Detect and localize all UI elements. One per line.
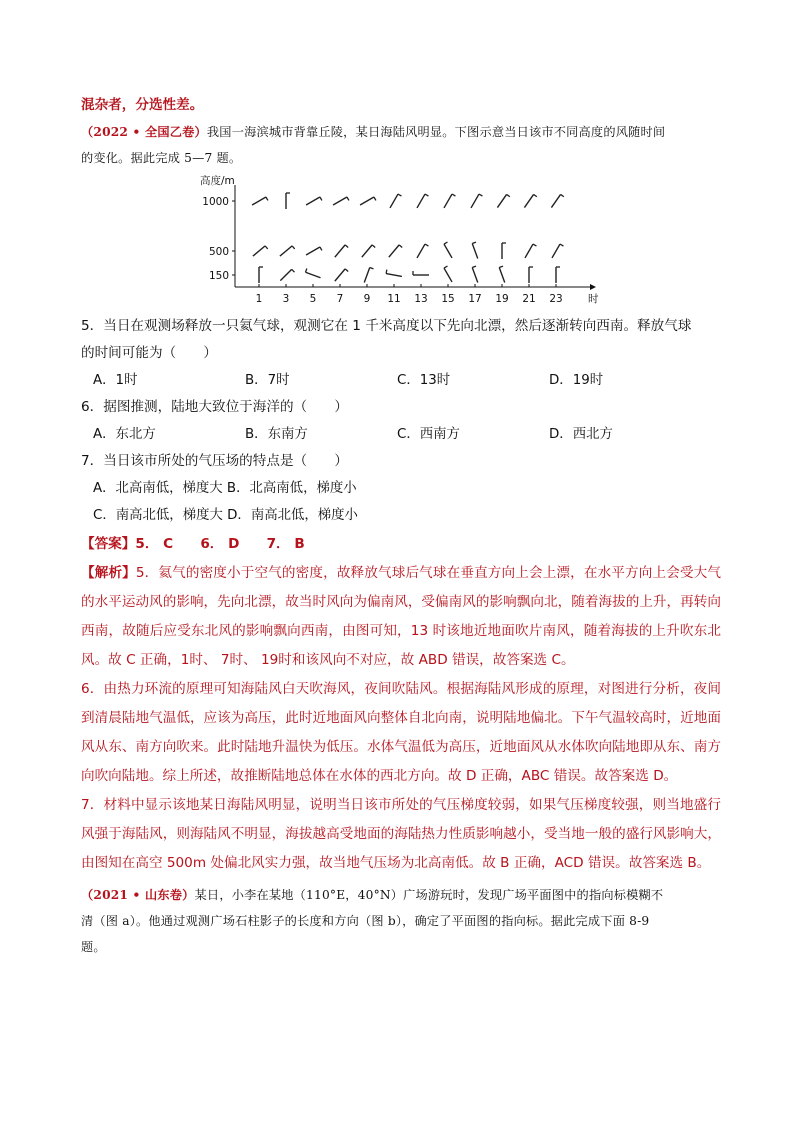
- x-axis-arrow: [590, 284, 596, 290]
- wind-barb: [529, 267, 533, 283]
- y-tick-label: 1000: [202, 196, 229, 208]
- q5-option-b[interactable]: B．7时: [245, 373, 290, 388]
- q7-stem: 7．当日该市所处的气压场的特点是（ ）: [81, 453, 348, 469]
- q5-option-d[interactable]: D．19时: [549, 373, 604, 388]
- x-tick-label: 3: [282, 293, 290, 305]
- wind-barb: [472, 266, 477, 282]
- wind-barb: [390, 194, 401, 208]
- q5-7-source: （2022 • 全国乙卷）: [81, 125, 207, 139]
- x-tick-label: 1: [255, 293, 263, 305]
- q8-9-stem-line1: 某日，小李在某地（110°E，40°N）广场游玩时，发现广场平面图中的指向标模糊不: [194, 888, 664, 902]
- q7-options-row2[interactable]: C．南高北低，梯度大 D．南高北低，梯度小: [93, 508, 358, 523]
- wind-chart: [197, 171, 597, 311]
- wind-barb: [286, 193, 290, 209]
- x-axis-label: 时: [588, 293, 599, 305]
- q6-option-d[interactable]: D．西北方: [549, 427, 613, 442]
- q6-option-a[interactable]: A．东北方: [93, 427, 156, 442]
- q8-9-stem-line3: 题。: [81, 940, 106, 954]
- wind-barb: [305, 269, 320, 278]
- wind-barb: [306, 247, 322, 255]
- x-tick-label: 15: [441, 293, 455, 305]
- analysis-p5: [81, 559, 721, 675]
- analysis-label: 【解析】: [81, 565, 136, 581]
- q6-options: [81, 421, 721, 448]
- wind-barb: [360, 197, 376, 205]
- intro-tail: 混杂者，分选性差。: [81, 97, 204, 113]
- x-tick-label: 23: [549, 293, 563, 305]
- q7-options-row1[interactable]: A．北高南低，梯度大 B．北高南低，梯度小: [93, 481, 357, 496]
- q8-9-source: （2021 • 山东卷）: [81, 888, 195, 902]
- wind-barb: [386, 270, 402, 277]
- wind-barb: [444, 242, 452, 258]
- wind-barb: [259, 267, 263, 283]
- q5-7-stem-line2: 的变化。据此完成 5—7 题。: [81, 151, 242, 165]
- analysis-p6: 6．由热力环流的原理可知海陆风白天吹海风，夜间吹陆风。根据海陆风形成的原理，对图进行分析，夜间到清晨陆地气温低，应该为高压，此时近地面风向整体自北向南，说明陆地偏北。下午气温较高时，近地面风从东、南方向吹来。此时陆地升温快为低压。水体气温低为高压，近地面风从水体吹向陆地即从东、南方向吹向陆地。综上所述，故推断陆地总体在水体的西北方向。故 D 正确，ABC 错误。故答案选 D。: [81, 681, 721, 784]
- x-tick-label: 17: [468, 293, 482, 305]
- q5-stem: 5．当日在观测场释放一只氦气球，观测它在 1 千米高度以下先向北漂，然后逐渐转向西南。释放气球: [81, 318, 692, 334]
- y-tick-label: 150: [208, 270, 229, 282]
- wind-barb: [413, 271, 429, 275]
- wind-barb: [417, 194, 428, 208]
- analysis-p5-text: 5．氦气的密度小于空气的密度，故释放气球后气球在垂直方向上会上漂，在水平方向上会受大气的水平运动风的影响，先向北漂，故当时风向为偏南风，受偏南风的影响飘向北，随着海拔的上升，再转向西南，故随后应受东北风的影响飘向西南，由图可知，13 时该地近地面吹片南风，随着海拔的上升吹东北风。故 C 正确，1时、 7时、 19时和该风向不对应，故 ABD 错误，故答案选 C。: [81, 565, 721, 668]
- q6-option-c[interactable]: C．西南方: [397, 427, 460, 442]
- wind-barb: [280, 246, 295, 256]
- wind-barb: [502, 243, 506, 259]
- x-tick-label: 21: [522, 293, 536, 305]
- x-tick-label: 5: [309, 293, 317, 305]
- x-tick-label: 9: [363, 293, 371, 305]
- analysis-p7: 7．材料中显示该地某日海陆风明显，说明当日该市所处的气压梯度较弱，如果气压梯度较强，则当地盛行风强于海陆风，则海陆风不明显，海拔越高受地面的海陆热力性质影响越小，受当地一般的盛行风影响大，由图知在高空 500m 处偏北风实力强，故当地气压场为北高南低。故 B 正确，ACD 错误。故答案选 B。: [81, 797, 721, 871]
- wind-barb: [335, 245, 348, 257]
- wind-barb: [362, 245, 375, 257]
- q6-option-b[interactable]: B．东南方: [245, 427, 308, 442]
- q5-option-c[interactable]: C．13时: [397, 373, 451, 388]
- wind-barb: [497, 194, 509, 207]
- wind-barb: [306, 197, 322, 205]
- wind-barb: [444, 194, 455, 208]
- wind-barb: [280, 269, 294, 280]
- wind-barb: [364, 267, 373, 282]
- wind-barb: [253, 246, 268, 256]
- wind-barb: [525, 244, 536, 258]
- wind-barb: [335, 269, 348, 281]
- wind-chart-svg: [197, 171, 597, 311]
- page-content: [81, 92, 721, 960]
- wind-barb: [471, 194, 482, 208]
- q6-stem: 6．据图推测，陆地大致位于海洋的（ ）: [81, 399, 348, 415]
- q5-7-stem-line1: 我国一海滨城市背靠丘陵，某日海陆风明显。下图示意当日该市不同高度的风随时间: [206, 125, 666, 139]
- x-tick-label: 11: [387, 293, 401, 305]
- wind-barb: [524, 194, 536, 207]
- wind-barb: [252, 197, 268, 205]
- q5-stem-2: 的时间可能为（ ）: [81, 345, 217, 361]
- y-axis-label: 高度/m: [200, 175, 235, 187]
- wind-barb: [472, 242, 477, 258]
- answer-label: 【答案】: [81, 536, 136, 552]
- x-tick-label: 13: [414, 293, 428, 305]
- q8-9-stem-line2: 清（图 a）。他通过观测广场石柱影子的长度和方向（图 b），确定了平面图的指向标。据此完成下面 8-9: [81, 914, 650, 928]
- answer-line: [81, 529, 721, 559]
- wind-barb: [417, 244, 428, 258]
- q5-options: [81, 367, 721, 394]
- wind-barb: [333, 197, 349, 205]
- q5-7-stem: [81, 119, 721, 145]
- wind-barb: [499, 266, 504, 282]
- wind-barb: [551, 194, 563, 207]
- q5-option-a[interactable]: A．1时: [93, 373, 138, 388]
- wind-barb: [389, 245, 402, 257]
- x-tick-label: 7: [336, 293, 344, 305]
- wind-barb: [556, 267, 560, 283]
- wind-barb: [552, 244, 563, 258]
- q8-9-stem: [81, 882, 721, 908]
- x-tick-label: 19: [495, 293, 509, 305]
- y-tick-label: 500: [208, 246, 229, 258]
- wind-barb: [444, 266, 452, 282]
- answer-text: 5． C 6． D 7． B: [135, 536, 305, 552]
